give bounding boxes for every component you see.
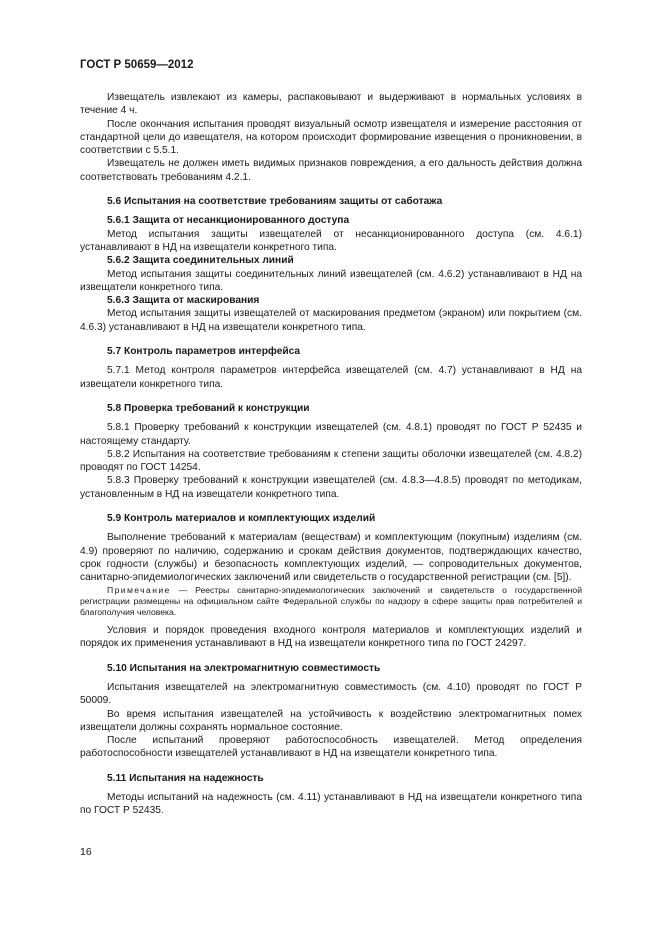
section-5-6-1-heading: 5.6.1 Защита от несанкционированного доступа	[107, 215, 350, 227]
section-5-7-1-text: 5.7.1 Метод контроля параметров интерфейса извещателей (см. 4.7) устанавливают в НД на извещатели конкретного типа.	[80, 365, 582, 390]
document-body	[80, 91, 582, 818]
section-5-9-heading: 5.9 Контроль материалов и комплектующих изделий	[107, 513, 376, 525]
section-5-8-heading: 5.8 Проверка требований к конструкции	[107, 402, 310, 414]
section-5-9-paragraph-1: Выполнение требований к материалам (веществам) и комплектующим (покупным) изделиям (см. 4.9) проверяют по наличию, содержанию и срокам действия документов, подтверждающих качество, срок годности (службы) и безопасность комплектующих изделий, — сопроводительных документов, санитарно-эпидемиологических заключений или свидетельств о государственной регистрации (см. [5]).	[80, 532, 582, 584]
section-5-6-1-text: Метод испытания защиты извещателей от несанкционированного доступа (см. 4.6.1) устанавливают в НД на извещатели конкретного типа.	[80, 228, 582, 253]
section-5-6-3-text: Метод испытания защиты извещателей от маскирования предметом (экраном) или покрытием (см. 4.6.3) устанавливают в НД на извещатели конкретного типа.	[80, 308, 582, 333]
intro-paragraph-2: После окончания испытания проводят визуальный осмотр извещателя и измерение расстояния от стандартной цели до извещателя, на котором происходит формирование извещения о проникновении, в соответствии с 5.5.1.	[80, 118, 582, 157]
section-5-11-heading: 5.11 Испытания на надежность	[107, 772, 264, 784]
section-5-8-1-text: 5.8.1 Проверку требований к конструкции извещателей (см. 4.8.1) проводят по ГОСТ Р 52435 и настоящему стандарту.	[80, 422, 582, 447]
page-number: 16	[80, 846, 92, 858]
section-5-8-3-text: 5.8.3 Проверку требований к конструкции извещателей (см. 4.8.3—4.8.5) проводят по методикам, установленным в НД на извещатели конкретного типа.	[80, 475, 582, 500]
section-5-6-2-heading: 5.6.2 Защита соединительных линий	[107, 255, 294, 267]
note-text: — Реестры санитарно-эпидемиологических заключений и свидетельств о государственной регистрации размещены на официальном сайте Федеральной службы по надзору в сфере защиты прав потребителей и благополучия человека.	[80, 584, 582, 617]
section-5-6-heading: 5.6 Испытания на соответствие требованиям защиты от саботажа	[107, 196, 443, 208]
section-5-6-3-heading: 5.6.3 Защита от маскирования	[107, 295, 260, 307]
section-5-7-heading: 5.7 Контроль параметров интерфейса	[107, 346, 301, 358]
section-5-8-2-text: 5.8.2 Испытания на соответствие требованиям к степени защиты оболочки извещателей (см. 4.8.2) проводят по ГОСТ 14254.	[80, 448, 582, 474]
intro-paragraph-1: Извещатель извлекают из камеры, распаковывают и выдерживают в нормальных условиях в течение 4 ч.	[80, 92, 582, 117]
section-5-11-paragraph-1: Методы испытаний на надежность (см. 4.11) устанавливают в НД на извещатели конкретного типа по ГОСТ Р 52435.	[80, 792, 582, 817]
document-header: ГОСТ Р 50659—2012	[80, 59, 194, 71]
section-5-9-paragraph-2: Условия и порядок проведения входного контроля материалов и комплектующих изделий и порядок их применения устанавливают в НД на извещатели конкретного типа по ГОСТ 24297.	[80, 625, 582, 650]
section-5-10-paragraph-2: Во время испытания извещателей на устойчивость к воздействию электромагнитных помех извещатели должны сохранять нормальное состояние.	[80, 708, 582, 733]
section-5-6-2-text: Метод испытания защиты соединительных линий извещателей (см. 4.6.2) устанавливают в НД на извещатели конкретного типа.	[80, 268, 582, 293]
section-5-10-heading: 5.10 Испытания на электромагнитную совместимость	[107, 662, 381, 674]
section-5-10-paragraph-1: Испытания извещателей на электромагнитную совместимость (см. 4.10) проводят по ГОСТ Р 50009.	[80, 682, 582, 707]
section-5-10-paragraph-3: После испытаний проверяют работоспособность извещателей. Метод определения работоспособности извещателей устанавливают в НД на извещатели конкретного типа.	[80, 735, 582, 760]
section-5-9-note	[80, 585, 582, 619]
intro-paragraph-3: Извещатель не должен иметь видимых признаков повреждения, а его дальность действия должна соответствовать требованиям 4.2.1.	[80, 158, 582, 183]
note-label: Примечание	[107, 584, 171, 595]
